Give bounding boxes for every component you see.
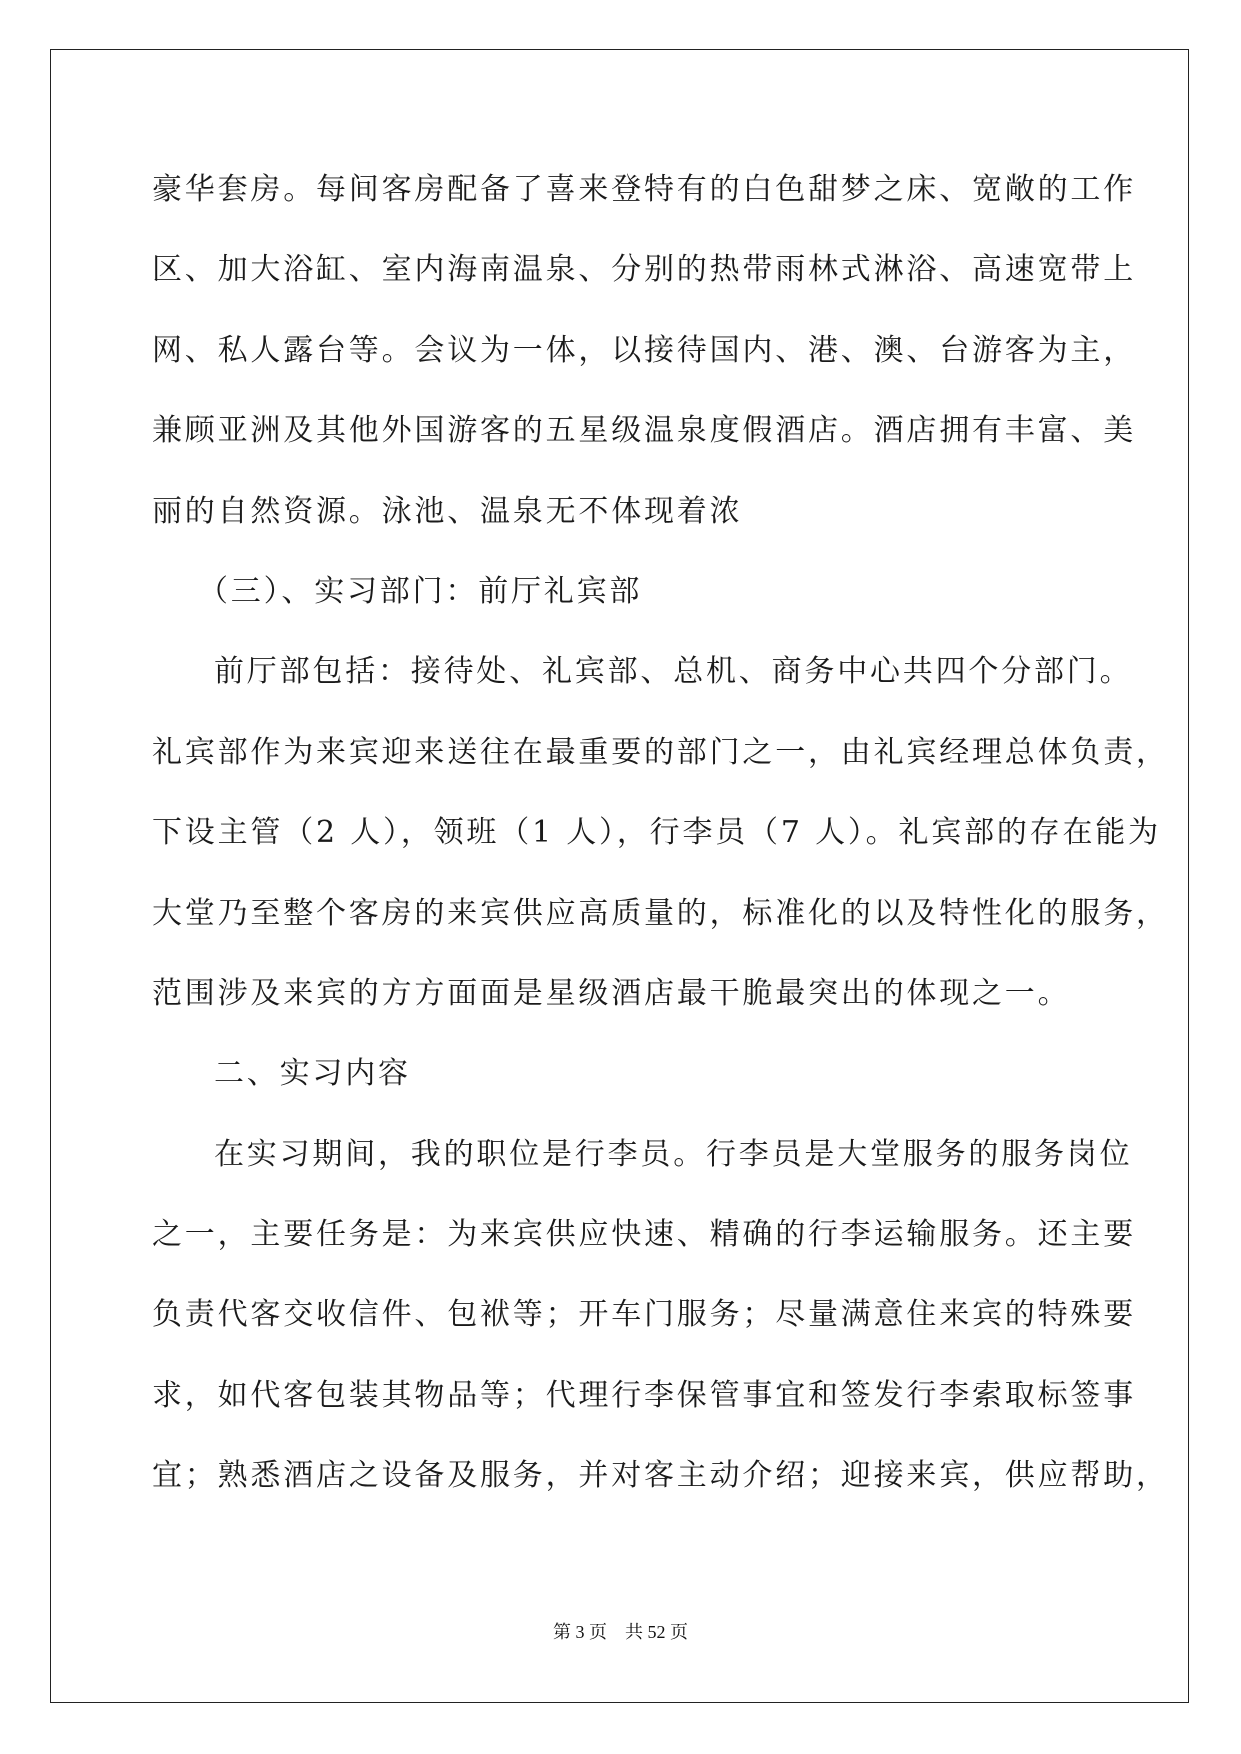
section-heading: 二、实习内容	[214, 1056, 411, 1092]
paragraph-line: 网、私人露台等。会议为一体，以接待国内、港、澳、台游客为主，	[152, 332, 1136, 368]
paragraph-line: 负责代客交收信件、包袱等；开车门服务；尽量满意住来宾的特殊要	[152, 1297, 1136, 1333]
paragraph-line: 区、加大浴缸、室内海南温泉、分别的热带雨林式淋浴、高速宽带上	[152, 252, 1136, 288]
paragraph-line: 之一，主要任务是：为来宾供应快速、精确的行李运输服务。还主要	[152, 1217, 1136, 1253]
section-heading: （三）、实习部门：前厅礼宾部	[198, 573, 643, 609]
paragraph-line: 丽的自然资源。泳池、温泉无不体现着浓	[152, 493, 743, 529]
paragraph-line: 宜；熟悉酒店之设备及服务，并对客主动介绍；迎接来宾，供应帮助，	[152, 1458, 1169, 1494]
page-number-footer: 第 3 页 共 52 页	[553, 1622, 688, 1642]
paragraph-line: 前厅部包括：接待处、礼宾部、总机、商务中心共四个分部门。	[214, 654, 1133, 690]
paragraph-line: 礼宾部作为来宾迎来送往在最重要的部门之一，由礼宾经理总体负责，	[152, 734, 1169, 770]
paragraph-line: 豪华套房。每间客房配备了喜来登特有的白色甜梦之床、宽敞的工作	[152, 172, 1136, 207]
paragraph-line: 范围涉及来宾的方方面面是星级酒店最干脆最突出的体现之一。	[152, 975, 1071, 1011]
document-body	[152, 162, 1169, 1529]
paragraph-line: 在实习期间，我的职位是行李员。行李员是大堂服务的服务岗位	[214, 1136, 1133, 1172]
paragraph-line: 求，如代客包装其物品等；代理行李保管事宜和签发行李索取标签事	[152, 1377, 1136, 1413]
paragraph-line: 兼顾亚洲及其他外国游客的五星级温泉度假酒店。酒店拥有丰富、美	[152, 413, 1136, 449]
paragraph-line: 下设主管（2 人），领班（1 人），行李员（7 人）。礼宾部的存在能为	[152, 815, 1161, 851]
paragraph-line: 大堂乃至整个客房的来宾供应高质量的，标准化的以及特性化的服务，	[152, 895, 1169, 931]
